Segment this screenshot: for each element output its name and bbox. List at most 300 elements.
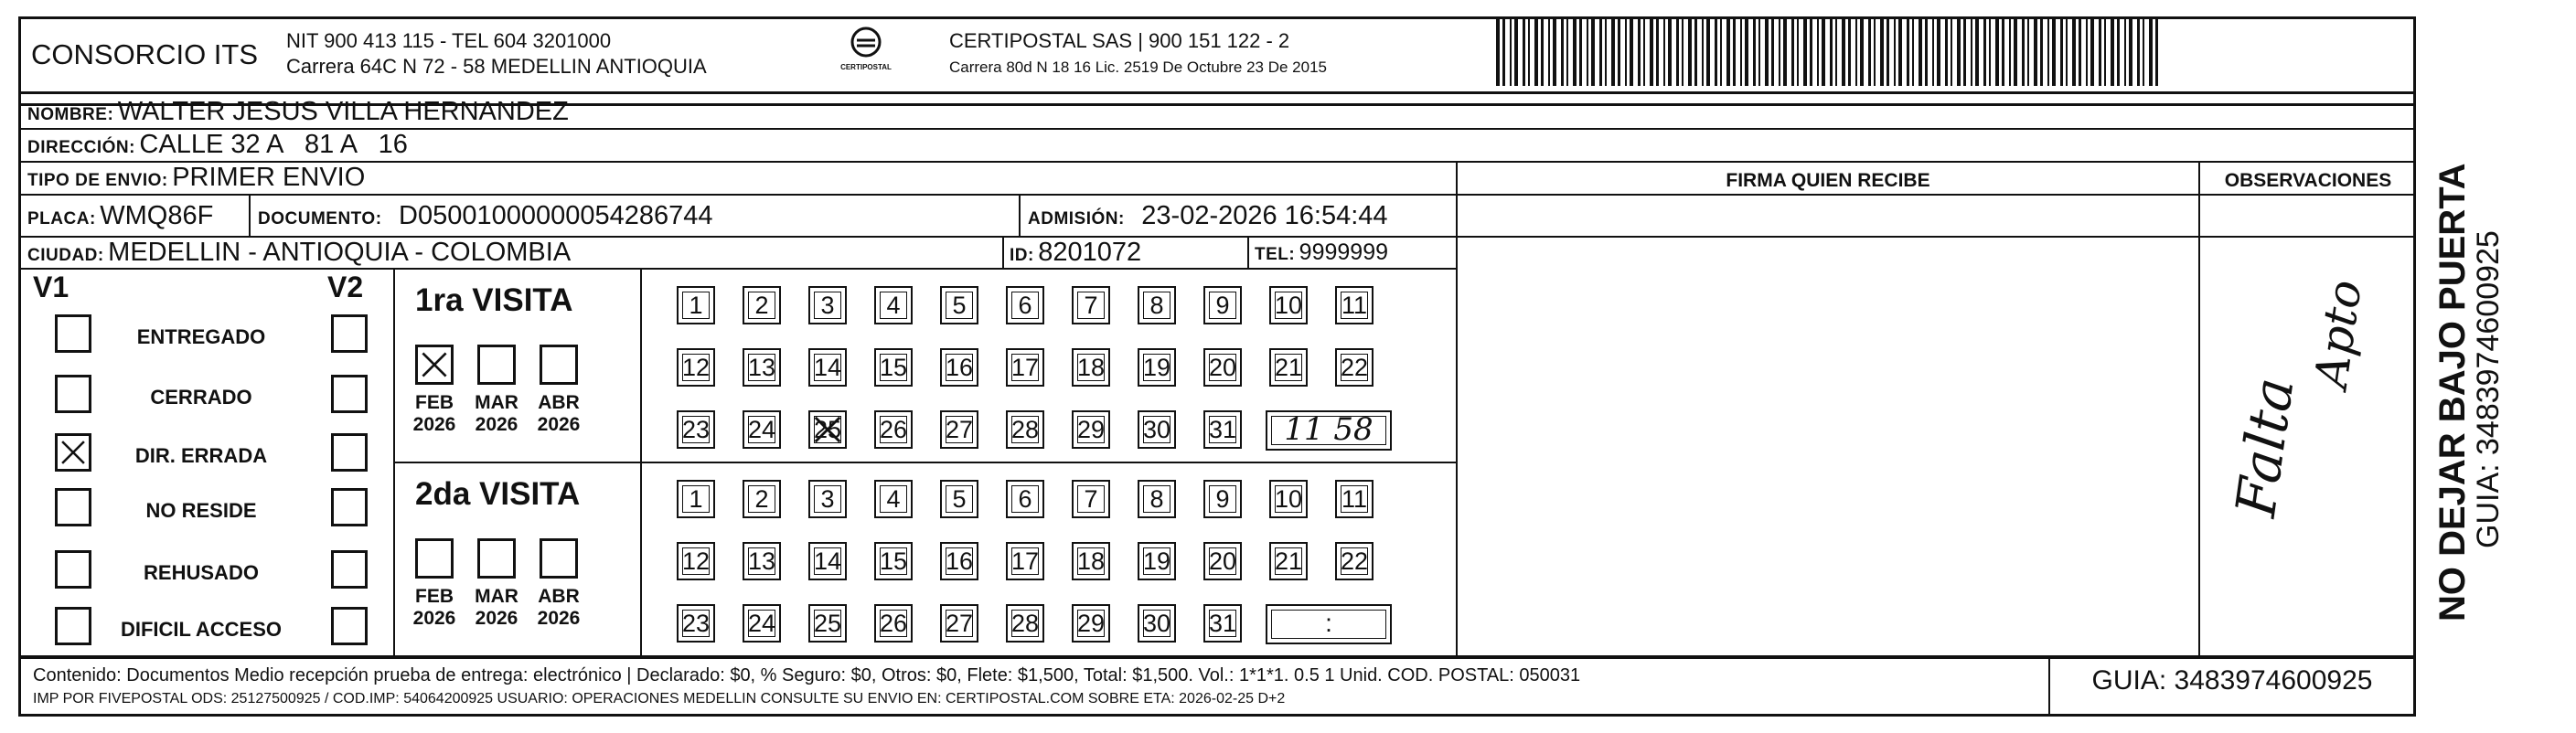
barcode-bar — [1842, 18, 1845, 86]
v2-checkbox[interactable] — [331, 550, 368, 589]
nombre-label: NOMBRE: — [27, 105, 114, 124]
barcode-bar — [2117, 18, 2120, 86]
company-name: CONSORCIO ITS — [31, 38, 259, 70]
barcode-bar — [1676, 18, 1679, 86]
day-box[interactable] — [677, 604, 715, 643]
day-number: 3 — [820, 292, 835, 319]
month-year: 2026 — [537, 414, 581, 435]
month-checkbox[interactable] — [477, 538, 516, 579]
day-number: 12 — [681, 354, 711, 381]
month-name: MAR — [475, 392, 518, 413]
barcode-bar — [1643, 18, 1645, 86]
v2-checkbox[interactable] — [331, 375, 368, 413]
barcode-bar — [1932, 18, 1934, 86]
day-number: 28 — [1010, 416, 1040, 443]
direccion-value: CALLE 32 A 81 A 16 — [139, 130, 408, 159]
month-name: FEB — [415, 586, 454, 607]
v2-checkbox[interactable] — [331, 607, 368, 645]
v2-checkbox[interactable] — [331, 433, 368, 472]
barcode-bar — [1975, 18, 1979, 86]
day-box[interactable] — [743, 410, 781, 449]
barcode-bar — [1599, 18, 1602, 86]
month-year: 2026 — [412, 414, 456, 435]
day-box[interactable] — [1203, 348, 1242, 387]
barcode-bar — [2040, 18, 2043, 86]
day-number: 28 — [1010, 610, 1040, 637]
day-number: 14 — [813, 354, 842, 381]
barcode-bar — [1983, 18, 1986, 86]
day-box[interactable] — [677, 410, 715, 449]
barcode-bar — [1553, 18, 1556, 86]
day-box[interactable] — [1269, 480, 1308, 518]
day-number: 22 — [1340, 354, 1369, 381]
day-number: 15 — [879, 547, 908, 575]
day-box[interactable] — [1072, 480, 1110, 518]
barcode-bar — [2104, 18, 2106, 86]
barcode-bar — [2086, 18, 2088, 86]
handwritten-apto: Apto — [2304, 276, 2372, 392]
day-box[interactable] — [874, 604, 913, 643]
barcode-bar — [1740, 18, 1742, 86]
tipo-row — [27, 163, 365, 193]
barcode-bar — [2034, 18, 2037, 86]
tel-value: 9999999 — [1299, 239, 1388, 265]
day-box[interactable] — [1335, 348, 1374, 387]
barcode-bar — [1573, 18, 1577, 86]
barcode-bar — [1726, 18, 1730, 86]
day-number: 19 — [1142, 354, 1171, 381]
day-box[interactable] — [1072, 348, 1110, 387]
day-box[interactable] — [1203, 480, 1242, 518]
certipostal-logo — [834, 24, 898, 71]
barcode-bar — [1510, 18, 1512, 86]
barcode-bar — [1694, 18, 1697, 86]
month-label — [402, 392, 466, 436]
placa-value: WMQ86F — [100, 201, 214, 230]
day-box[interactable] — [677, 480, 715, 518]
id-field — [1010, 238, 1141, 268]
barcode-bar — [1874, 18, 1876, 86]
barcode-bar — [1663, 18, 1665, 86]
barcode-bar — [1561, 18, 1564, 86]
day-number: 30 — [1142, 610, 1171, 637]
day-number: 3 — [820, 485, 835, 513]
barcode-bar — [1995, 18, 1999, 86]
month-year: 2026 — [475, 414, 518, 435]
day-number: 5 — [952, 292, 967, 319]
day-box[interactable] — [1335, 286, 1374, 324]
day-number: 10 — [1274, 292, 1303, 319]
barcode-bar — [2079, 18, 2081, 86]
company-nit: NIT 900 413 115 - TEL 604 3201000 — [286, 29, 612, 52]
month-checkbox[interactable] — [540, 538, 578, 579]
day-number: 29 — [1076, 416, 1106, 443]
barcode-bar — [1848, 18, 1851, 86]
day-box[interactable] — [874, 480, 913, 518]
v1-label: V1 — [33, 271, 69, 303]
visit-title: 2da VISITA — [415, 476, 581, 512]
v2-checkbox[interactable] — [331, 488, 368, 526]
day-box[interactable] — [1269, 348, 1308, 387]
day-number: 5 — [952, 485, 967, 513]
day-number: 16 — [945, 354, 974, 381]
day-number: 25 — [813, 610, 842, 637]
day-box[interactable] — [1006, 348, 1044, 387]
barcode-bar — [1925, 18, 1928, 86]
barcode-bar — [2002, 18, 2004, 86]
day-box[interactable] — [1203, 410, 1242, 449]
month-name: ABR — [538, 392, 580, 413]
day-number: 21 — [1274, 354, 1303, 381]
barcode-bar — [1898, 18, 1902, 86]
barcode-bar — [1753, 18, 1756, 86]
logo-text: CERTIPOSTAL — [840, 63, 892, 71]
barcode-bar — [2155, 18, 2158, 86]
day-box[interactable] — [677, 286, 715, 324]
barcode-bar — [1566, 18, 1568, 86]
check-mark-icon — [418, 347, 451, 382]
barcode-bar — [2047, 18, 2049, 86]
barcode-bar — [2090, 18, 2094, 86]
day-box[interactable] — [1203, 604, 1242, 643]
day-number: 6 — [1018, 485, 1032, 513]
v2-label: V2 — [327, 271, 364, 303]
firma-header: FIRMA QUIEN RECIBE — [1726, 170, 1930, 191]
barcode-bar — [2099, 18, 2101, 86]
day-box[interactable] — [1203, 542, 1242, 580]
barcode-bar — [1745, 18, 1748, 86]
barcode-bar — [1548, 18, 1550, 86]
barcode-bar — [1963, 18, 1966, 86]
side-guia: GUIA: 3483974600925 — [2471, 230, 2506, 548]
day-number: 11 — [1341, 292, 1368, 319]
id-label: ID: — [1010, 246, 1034, 265]
day-box[interactable] — [1138, 480, 1176, 518]
barcode-bar — [1605, 18, 1607, 86]
month-year: 2026 — [412, 608, 456, 629]
documento-value: D05001000000054286744 — [399, 201, 713, 230]
barcode-bar — [1591, 18, 1595, 86]
barcode-bar — [1919, 18, 1922, 86]
day-number: 30 — [1142, 416, 1171, 443]
month-year: 2026 — [537, 608, 581, 629]
day-number: 10 — [1274, 485, 1303, 513]
day-number: 19 — [1142, 547, 1171, 575]
barcode-bar — [2072, 18, 2076, 86]
day-box[interactable] — [808, 348, 847, 387]
day-box[interactable] — [743, 542, 781, 580]
day-box[interactable] — [743, 604, 781, 643]
logo-icon — [848, 24, 884, 60]
barcode-bar — [1860, 18, 1864, 86]
barcode-bar — [1937, 18, 1940, 86]
month-label — [465, 586, 529, 630]
day-number: 8 — [1149, 292, 1164, 319]
time-box[interactable] — [1266, 410, 1392, 451]
direccion-row — [27, 130, 408, 160]
v2-checkbox[interactable] — [331, 314, 368, 353]
day-box[interactable] — [1335, 480, 1374, 518]
day-box[interactable] — [940, 604, 978, 643]
barcode-bar — [2060, 18, 2063, 86]
barcode-bar — [1523, 18, 1525, 86]
status-option-label: ENTREGADO — [136, 325, 266, 348]
barcode-bar — [1625, 18, 1627, 86]
day-number: 8 — [1149, 485, 1164, 513]
company-address: Carrera 64C N 72 - 58 MEDELLIN ANTIOQUIA — [286, 55, 707, 78]
month-name: FEB — [415, 392, 454, 413]
day-number: 9 — [1215, 292, 1230, 319]
day-number: 27 — [945, 416, 974, 443]
handwritten-falta: Falta — [2224, 374, 2307, 521]
day-number: 23 — [681, 610, 711, 637]
day-number: 1 — [689, 292, 703, 319]
footer-imp: IMP POR FIVEPOSTAL ODS: 25127500925 / COD.IMP: 54064200925 USUARIO: OPERACIONES MEDELLIN CONSULTE SU ENVIO EN: CERTIPOSTAL.COM SOBRE ETA: 2026-02-25 D+2 — [33, 691, 1286, 706]
tipo-label: TIPO DE ENVIO: — [27, 171, 168, 190]
barcode-bar — [1496, 18, 1500, 86]
barcode-bar — [2149, 18, 2153, 86]
day-box[interactable] — [1006, 410, 1044, 449]
barcode-bar — [1715, 18, 1717, 86]
barcode-bar — [2111, 18, 2114, 86]
day-number: 26 — [879, 610, 908, 637]
barcode-bar — [1528, 18, 1530, 86]
month-checkbox[interactable] — [540, 345, 578, 385]
ciudad-field — [27, 238, 571, 268]
day-box[interactable] — [1138, 410, 1176, 449]
day-box[interactable] — [677, 348, 715, 387]
courier-name: CERTIPOSTAL SAS | 900 151 122 - 2 — [949, 29, 1290, 52]
day-box[interactable] — [874, 542, 913, 580]
day-box[interactable] — [940, 480, 978, 518]
barcode-bar — [1502, 18, 1505, 86]
barcode-bar — [2066, 18, 2068, 86]
barcode-bar — [1771, 18, 1774, 86]
barcode-bar — [1630, 18, 1633, 86]
barcode-bar — [1887, 18, 1889, 86]
status-option-label: CERRADO — [150, 386, 252, 409]
day-number: 31 — [1208, 610, 1237, 637]
day-box[interactable] — [1203, 286, 1242, 324]
visit-time: 11 58 — [1284, 411, 1374, 448]
month-label — [465, 392, 529, 436]
barcode-bar — [1534, 18, 1538, 86]
day-box[interactable] — [940, 348, 978, 387]
barcode-bar — [1758, 18, 1760, 86]
barcode-bar — [2052, 18, 2056, 86]
barcode-bar — [1733, 18, 1736, 86]
month-checkbox[interactable] — [415, 538, 454, 579]
day-number: 23 — [681, 416, 711, 443]
day-number: 17 — [1010, 547, 1040, 575]
footer-guia: GUIA: 3483974600925 — [2091, 665, 2373, 696]
day-box[interactable] — [1006, 542, 1044, 580]
day-number: 16 — [945, 547, 974, 575]
day-box[interactable] — [1072, 542, 1110, 580]
barcode-bar — [1835, 18, 1837, 86]
day-number: 24 — [747, 416, 776, 443]
day-number: 18 — [1076, 354, 1106, 381]
tel-label: TEL: — [1255, 245, 1296, 264]
barcode-bar — [1688, 18, 1692, 86]
barcode-bar — [2124, 18, 2126, 86]
barcode-bar — [1706, 18, 1710, 86]
barcode-bar — [1618, 18, 1620, 86]
day-box[interactable] — [1269, 542, 1308, 580]
day-box[interactable] — [874, 410, 913, 449]
barcode-bar — [1912, 18, 1914, 86]
barcode-bar — [2027, 18, 2029, 86]
v1-checkbox[interactable] — [55, 314, 91, 353]
day-box[interactable] — [743, 348, 781, 387]
nombre-value: WALTER JESUS VILLA HERNANDEZ — [117, 97, 569, 126]
v1-checkbox[interactable] — [55, 375, 91, 413]
barcode-bar — [1810, 18, 1812, 86]
day-number: 29 — [1076, 610, 1106, 637]
barcode-bar — [1587, 18, 1588, 86]
day-box[interactable] — [1006, 480, 1044, 518]
visit-time: : — [1325, 609, 1332, 637]
footer-contenido: Contenido: Documentos Medio recepción prueba de entrega: electrónico | Declarado: $0, % Seguro: $0, Otros: $0, Flete: $1,500, Total: $1,500. Vol.: 1*1*1. 0.5 1 Unid. COD. POSTAL: 050031 — [33, 665, 1581, 685]
day-number: 24 — [747, 610, 776, 637]
month-checkbox[interactable] — [477, 345, 516, 385]
barcode-bar — [1668, 18, 1672, 86]
day-number: 22 — [1340, 547, 1369, 575]
barcode-bar — [2022, 18, 2025, 86]
barcode-bar — [2014, 18, 2017, 86]
month-name: MAR — [475, 586, 518, 607]
barcode-bar — [1822, 18, 1825, 86]
month-name: ABR — [538, 586, 580, 607]
day-number: 2 — [754, 292, 769, 319]
barcode-bar — [1830, 18, 1833, 86]
day-box[interactable] — [1006, 604, 1044, 643]
day-box[interactable] — [874, 348, 913, 387]
status-option-label: DIR. ERRADA — [134, 444, 268, 467]
courier-address: Carrera 80d N 18 16 Lic. 2519 De Octubre 23 De 2015 — [949, 58, 1327, 76]
visit-title: 1ra VISITA — [415, 282, 573, 318]
barcode-bar — [1579, 18, 1582, 86]
day-number: 31 — [1208, 416, 1237, 443]
barcode-bar — [1779, 18, 1780, 86]
day-number: 13 — [747, 354, 776, 381]
status-option-label: NO RESIDE — [145, 499, 257, 522]
time-box[interactable] — [1266, 604, 1392, 644]
day-number: 6 — [1018, 292, 1032, 319]
day-number: 9 — [1215, 485, 1230, 513]
placa-field — [27, 201, 213, 231]
day-box[interactable] — [940, 542, 978, 580]
no-dejar-bajo-puerta: NO DEJAR BAJO PUERTA — [2432, 163, 2473, 621]
observaciones-header: OBSERVACIONES — [2224, 170, 2392, 191]
day-box[interactable] — [874, 286, 913, 324]
barcode-bar — [1765, 18, 1769, 86]
barcode-bar — [1945, 18, 1948, 86]
barcode-bar — [1797, 18, 1799, 86]
day-box[interactable] — [808, 286, 847, 324]
day-box[interactable] — [1138, 542, 1176, 580]
barcode-bar — [1791, 18, 1794, 86]
day-box[interactable] — [1006, 286, 1044, 324]
month-checkbox[interactable] — [415, 345, 454, 385]
day-number: 7 — [1084, 485, 1098, 513]
month-label — [527, 392, 591, 436]
barcode-bar — [1868, 18, 1871, 86]
day-box[interactable] — [1072, 410, 1110, 449]
barcode-bar — [1894, 18, 1896, 86]
barcode-bar — [1541, 18, 1544, 86]
day-box[interactable] — [1335, 542, 1374, 580]
day-number: 4 — [886, 292, 901, 319]
day-number: 25 — [813, 416, 842, 443]
barcode-bar — [1611, 18, 1615, 86]
placa-label: PLACA: — [27, 209, 96, 228]
day-box[interactable] — [940, 410, 978, 449]
day-number: 11 — [1341, 485, 1368, 513]
day-number: 7 — [1084, 292, 1098, 319]
barcode-bar — [1880, 18, 1884, 86]
day-number: 18 — [1076, 547, 1106, 575]
day-box[interactable] — [940, 286, 978, 324]
day-box[interactable] — [1138, 348, 1176, 387]
day-number: 21 — [1274, 547, 1303, 575]
admision-label: ADMISIÓN: — [1028, 209, 1125, 228]
day-box[interactable] — [677, 542, 715, 580]
day-box[interactable] — [1269, 286, 1308, 324]
v1-checkbox[interactable] — [55, 433, 91, 472]
barcode-bar — [1638, 18, 1641, 86]
day-box[interactable] — [1072, 604, 1110, 643]
day-number: 2 — [754, 485, 769, 513]
tipo-value: PRIMER ENVIO — [172, 163, 366, 192]
day-number: 1 — [689, 485, 703, 513]
day-box[interactable] — [1138, 604, 1176, 643]
v1-checkbox[interactable] — [55, 488, 91, 526]
day-box[interactable] — [1072, 286, 1110, 324]
barcode-bar — [1951, 18, 1952, 86]
day-number: 15 — [879, 354, 908, 381]
day-number: 4 — [886, 485, 901, 513]
v1-checkbox[interactable] — [55, 607, 91, 645]
v1-checkbox[interactable] — [55, 550, 91, 589]
barcode-bar — [1682, 18, 1683, 86]
admision-value: 23-02-2026 16:54:44 — [1141, 201, 1388, 230]
documento-field — [258, 201, 713, 231]
month-label — [402, 586, 466, 630]
day-box[interactable] — [743, 286, 781, 324]
barcode-bar — [1702, 18, 1704, 86]
month-label — [527, 586, 591, 630]
day-number: 17 — [1010, 354, 1040, 381]
day-box[interactable] — [1138, 286, 1176, 324]
day-box[interactable] — [743, 480, 781, 518]
day-number: 20 — [1208, 354, 1237, 381]
barcode-bar — [1989, 18, 1991, 86]
documento-label: DOCUMENTO: — [258, 209, 382, 228]
day-box[interactable] — [808, 410, 847, 449]
tel-field — [1255, 239, 1388, 266]
day-box[interactable] — [808, 604, 847, 643]
barcode-bar — [1817, 18, 1819, 86]
barcode-bar — [1720, 18, 1722, 86]
day-number: 27 — [945, 610, 974, 637]
id-value: 8201072 — [1038, 238, 1142, 267]
day-box[interactable] — [808, 480, 847, 518]
admision-field — [1028, 201, 1388, 231]
ciudad-value: MEDELLIN - ANTIOQUIA - COLOMBIA — [108, 238, 572, 267]
barcode-bar — [2137, 18, 2140, 86]
day-box[interactable] — [808, 542, 847, 580]
